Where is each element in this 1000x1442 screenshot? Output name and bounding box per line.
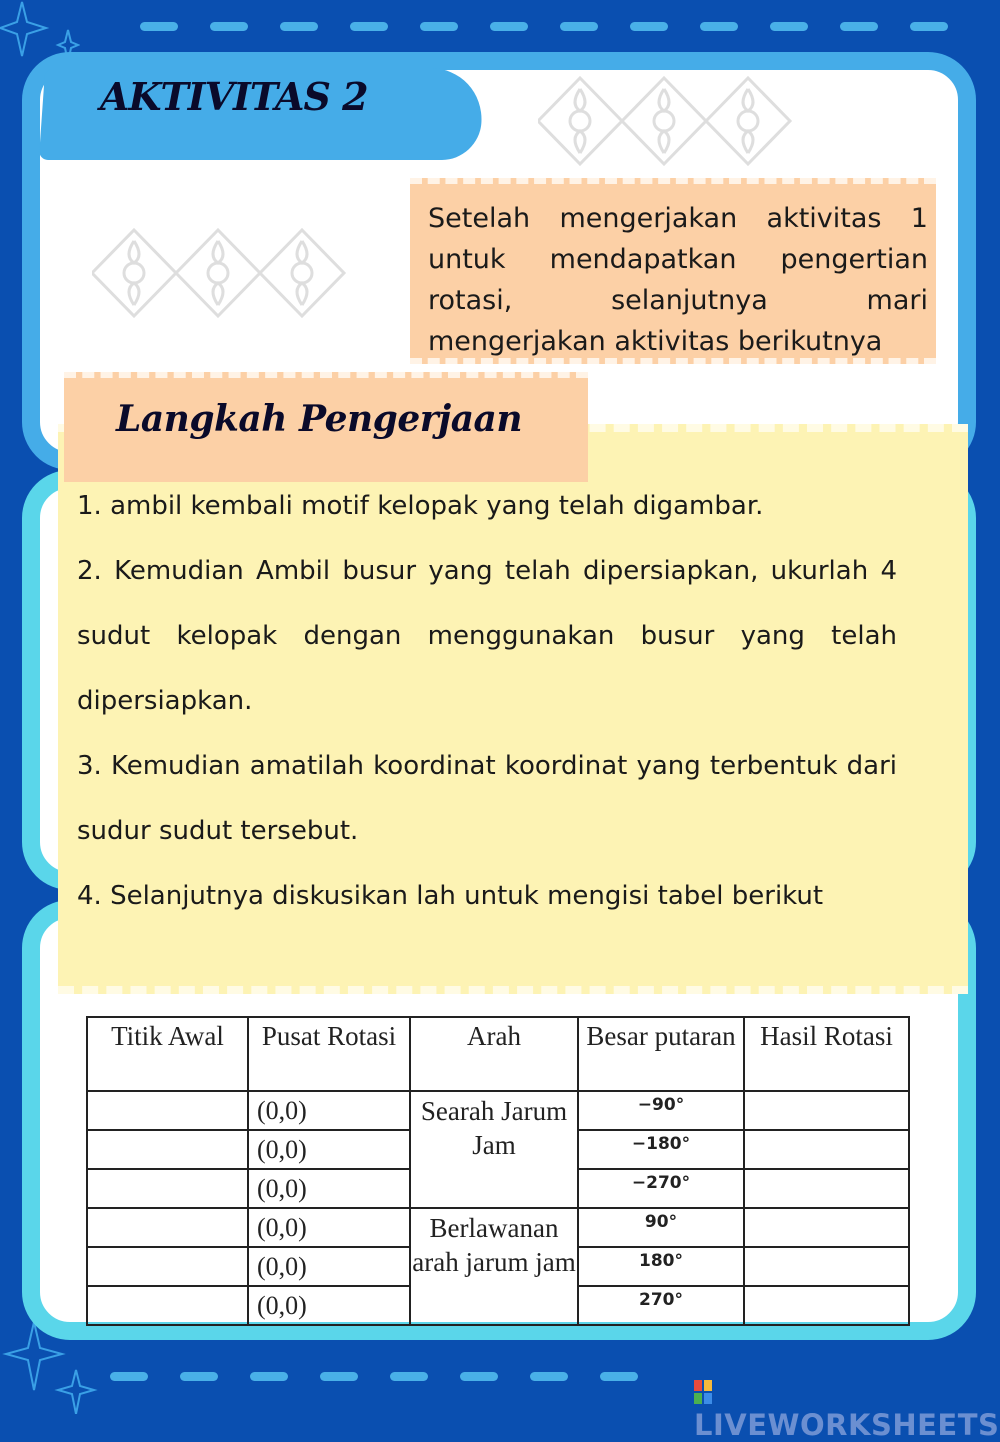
pusat-rotasi-cell: (0,0)	[248, 1286, 410, 1325]
angle-cell: −90°	[578, 1091, 744, 1130]
step-4: 4. Selanjutnya diskusikan lah untuk mengisi tabel berikut	[77, 881, 824, 911]
angle-cell: 270°	[578, 1286, 744, 1325]
pusat-rotasi-cell: (0,0)	[248, 1208, 410, 1247]
hasil-rotasi-cell[interactable]	[744, 1091, 909, 1130]
top-dash-border	[0, 22, 1000, 42]
header-besar-putaran: Besar putaran	[578, 1017, 744, 1091]
header-arah: Arah	[410, 1017, 578, 1091]
titik-awal-cell[interactable]	[87, 1091, 248, 1130]
page-title: AKTIVITAS 2	[100, 74, 368, 119]
titik-awal-cell[interactable]	[87, 1130, 248, 1169]
watermark-text: LIVEWORKSHEETS	[694, 1408, 1000, 1442]
hasil-rotasi-cell[interactable]	[744, 1247, 909, 1286]
header-pusat-rotasi: Pusat Rotasi	[248, 1017, 410, 1091]
table-header-row	[87, 1017, 909, 1091]
rotation-table	[86, 1016, 910, 1326]
liveworksheets-watermark	[694, 1374, 1000, 1442]
intro-text: Setelah mengerjakan aktivitas 1 untuk mendapatkan pengertian rotasi, selanjutnya mari mengerjakan aktivitas berikutnya	[428, 203, 928, 357]
hasil-rotasi-cell[interactable]	[744, 1286, 909, 1325]
titik-awal-cell[interactable]	[87, 1169, 248, 1208]
step-2: 2. Kemudian Ambil busur yang telah dipersiapkan, ukurlah 4 sudut kelopak dengan menggunakan busur yang telah dipersiapkan.	[77, 556, 897, 716]
liveworksheets-logo-icon	[694, 1380, 712, 1404]
header-hasil-rotasi: Hasil Rotasi	[744, 1017, 909, 1091]
angle-cell: 90°	[578, 1208, 744, 1247]
titik-awal-cell[interactable]	[87, 1286, 248, 1325]
angle-cell: −270°	[578, 1169, 744, 1208]
direction-counterclockwise: Berlawanan arah jarum jam	[410, 1208, 578, 1325]
angle-cell: 180°	[578, 1247, 744, 1286]
intro-note	[410, 178, 936, 364]
flower-motif-icon	[538, 74, 798, 168]
pusat-rotasi-cell: (0,0)	[248, 1130, 410, 1169]
steps-list	[77, 474, 897, 929]
direction-clockwise: Searah Jarum Jam	[410, 1091, 578, 1208]
pusat-rotasi-cell: (0,0)	[248, 1169, 410, 1208]
hasil-rotasi-cell[interactable]	[744, 1208, 909, 1247]
hasil-rotasi-cell[interactable]	[744, 1130, 909, 1169]
steps-heading: Langkah Pengerjaan	[116, 398, 523, 440]
pusat-rotasi-cell: (0,0)	[248, 1247, 410, 1286]
hasil-rotasi-cell[interactable]	[744, 1169, 909, 1208]
titik-awal-cell[interactable]	[87, 1247, 248, 1286]
flower-motif-icon	[92, 226, 352, 320]
step-3: 3. Kemudian amatilah koordinat koordinat yang terbentuk dari sudur sudut tersebut.	[77, 751, 897, 846]
table-row	[87, 1091, 909, 1130]
pusat-rotasi-cell: (0,0)	[248, 1091, 410, 1130]
table-row	[87, 1208, 909, 1247]
step-1: 1. ambil kembali motif kelopak yang telah digambar.	[77, 491, 764, 521]
angle-cell: −180°	[578, 1130, 744, 1169]
titik-awal-cell[interactable]	[87, 1208, 248, 1247]
header-titik-awal: Titik Awal	[87, 1017, 248, 1091]
